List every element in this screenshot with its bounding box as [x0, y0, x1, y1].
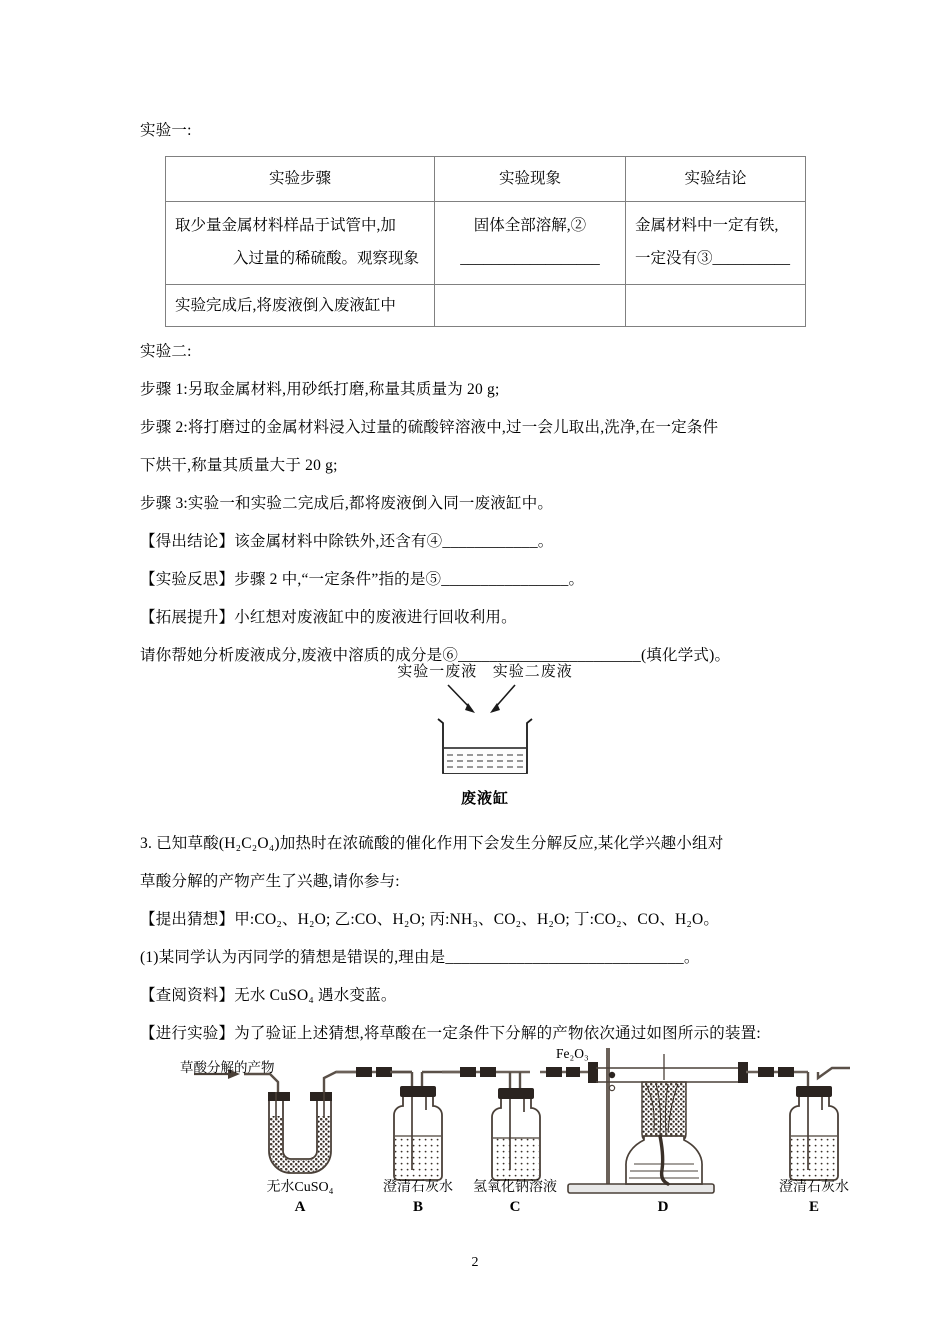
- section2-conclusion: [140, 523, 820, 561]
- page-number: 2: [471, 1255, 479, 1270]
- section2-step-2-line-1: 步骤 2:将打磨过的金属材料浸入过量的硫酸锌溶液中,过一会儿取出,洗净,在一定条件: [140, 419, 719, 436]
- step-1-line-1: 取少量金属材料样品于试管中,加: [175, 217, 396, 234]
- apparatus-inlet-label: 草酸分解的产物: [180, 1060, 275, 1075]
- section3-intro-line-2: 草酸分解的产物产生了兴趣,请你参与:: [140, 873, 400, 890]
- waste-beaker-captions: [355, 660, 615, 681]
- section1-heading: 实验一:: [140, 122, 192, 139]
- clamp: [460, 1067, 476, 1077]
- table-cell-step-2: [166, 285, 435, 327]
- conclusion-end: 。: [537, 533, 554, 550]
- device-a-label: 无水CuSO₄: [266, 1180, 334, 1195]
- apparatus-reagent-label: Fe₂O₃: [556, 1046, 589, 1061]
- section3-intro-text-1: 已知草酸(H₂C₂O₄)加热时在浓硫酸的催化作用下会发生分解反应,某化学兴趣小组对: [156, 835, 724, 852]
- device-e-bottle: [790, 1068, 850, 1180]
- section3-intro-line-1: [140, 825, 840, 863]
- stopper-a-left: [268, 1092, 290, 1101]
- step-2-text: 实验完成后,将废液倒入废液缸中: [175, 297, 396, 314]
- q1-text: 某同学认为丙同学的猜想是错误的,理由是: [158, 949, 446, 966]
- joint-left: [588, 1062, 598, 1083]
- section3-number: 3.: [140, 835, 153, 852]
- table-header-cell-step: 实验步骤: [166, 157, 435, 202]
- phenomenon-1-text: 固体全部溶解,②: [473, 217, 587, 234]
- hypothesis-item-4: 丁:CO₂、CO、H₂O。: [573, 911, 720, 928]
- hypothesis-item-1: 甲:CO₂、H₂O;: [234, 911, 331, 928]
- hypothesis-item-2: 乙:CO、H₂O;: [334, 911, 426, 928]
- reflection-end: 。: [568, 571, 585, 588]
- table-header-cell-conclusion: 实验结论: [626, 157, 806, 202]
- apparatus-figure: [160, 1048, 860, 1238]
- section2-heading: 实验二:: [140, 343, 192, 360]
- clamp: [480, 1067, 496, 1077]
- conclusion-1-prefix: 一定没有③: [635, 250, 713, 267]
- question-text: 请你帮她分析废液成分,废液中溶质的成分是⑥: [140, 647, 459, 664]
- device-a-utube: [244, 1072, 370, 1173]
- document-content: [140, 112, 820, 675]
- section2-step-3: 步骤 3:实验一和实验二完成后,都将废液倒入同一废液缸中。: [140, 495, 554, 512]
- conclusion-1-blank: __________: [712, 250, 791, 267]
- device-a-letter: A: [294, 1199, 306, 1215]
- question-blank: _______________________: [458, 647, 641, 664]
- clamp: [778, 1067, 794, 1077]
- hypothesis-item-3: 丙:NH₃、CO₂、H₂O;: [429, 911, 570, 928]
- reference-tag: 【查阅资料】: [140, 987, 235, 1004]
- section3-hypothesis: [140, 901, 840, 939]
- clamp: [376, 1067, 392, 1077]
- table-cell-conclusion-1: [626, 202, 806, 285]
- experiment-one-table: [165, 156, 806, 327]
- device-c-label: 氢氧化钠溶液: [473, 1180, 557, 1195]
- section2-step-2-line-2: 下烘干,称量其质量大于 20 g;: [140, 457, 338, 474]
- table-header-row: [166, 157, 806, 202]
- caption-exp2-waste: 实验二废液: [492, 664, 573, 680]
- table-cell-phenomenon-2: [435, 285, 626, 327]
- conclusion-text: 该金属材料中除铁外,还含有④: [234, 533, 443, 550]
- reference-text: 无水 CuSO₄ 遇水变蓝。: [234, 987, 397, 1004]
- table-cell-conclusion-2: [626, 285, 806, 327]
- stopper-b: [400, 1086, 436, 1097]
- question-end: (填化学式)。: [640, 647, 731, 664]
- cuso4-solid: [270, 1116, 330, 1172]
- device-b-label: 澄清石灰水: [383, 1180, 453, 1195]
- extension-tag: 【拓展提升】: [140, 609, 235, 626]
- step-1-line-2: 入过量的稀硫酸。观察现象: [232, 250, 419, 267]
- q1-label: (1): [140, 949, 159, 966]
- experiment-text: 为了验证上述猜想,将草酸在一定条件下分解的产物依次通过如图所示的装置:: [234, 1025, 761, 1042]
- waste-beaker-label: 废液缸: [460, 791, 509, 807]
- clamp: [356, 1067, 372, 1077]
- waste-beaker-figure: [355, 660, 615, 815]
- clamp-knob: [609, 1072, 615, 1078]
- beaker-liquid: [444, 748, 526, 773]
- extension-text: 小红想对废液缸中的废液进行回收利用。: [234, 609, 517, 626]
- device-c-bottle: [492, 1072, 540, 1180]
- clamp: [546, 1067, 562, 1077]
- hypothesis-tag: 【提出猜想】: [140, 911, 235, 928]
- device-e-letter: E: [808, 1199, 819, 1215]
- stopper-a-right: [310, 1092, 332, 1101]
- section3-reference: [140, 977, 840, 1015]
- naoh-solution: [493, 1138, 539, 1179]
- section3-block: [140, 825, 840, 1053]
- reflection-text: 步骤 2 中,“一定条件”指的是⑤: [234, 571, 442, 588]
- q1-blank: ______________________________: [445, 949, 684, 966]
- conclusion-1-line-1: 金属材料中一定有铁,: [635, 217, 779, 234]
- caption-exp1-waste: 实验一废液: [397, 664, 478, 680]
- q1-end: 。: [683, 949, 700, 966]
- connector-b-c: [442, 1067, 530, 1077]
- limewater-e: [791, 1136, 837, 1179]
- section2-extension: [140, 599, 820, 637]
- clamp-screw: [609, 1085, 614, 1090]
- table-cell-step-1: [166, 202, 435, 285]
- stand-base: [568, 1184, 714, 1193]
- clamp: [758, 1067, 774, 1077]
- experiment-tag: 【进行实验】: [140, 1025, 235, 1042]
- reaction-tube: [596, 1068, 740, 1082]
- connector-c-d: [540, 1062, 598, 1083]
- section2-reflection: [140, 561, 820, 599]
- reflection-tag: 【实验反思】: [140, 571, 235, 588]
- limewater-b: [395, 1136, 441, 1179]
- conclusion-blank: ____________: [442, 533, 538, 550]
- stopper-c: [498, 1088, 534, 1099]
- device-b-bottle: [390, 1072, 460, 1180]
- phenomenon-1-blank: __________________: [460, 250, 600, 267]
- clamp: [566, 1067, 580, 1077]
- device-c-letter: C: [509, 1199, 521, 1215]
- device-d-letter: D: [657, 1199, 669, 1215]
- reflection-blank: ________________: [441, 571, 569, 588]
- table-row: [166, 285, 806, 327]
- table-row: [166, 202, 806, 285]
- stopper-e: [796, 1086, 832, 1097]
- table-cell-phenomenon-1: [435, 202, 626, 285]
- alcohol-lamp: [626, 1136, 702, 1184]
- conclusion-tag: 【得出结论】: [140, 533, 235, 550]
- device-e-label: 澄清石灰水: [779, 1180, 849, 1195]
- table-header-cell-phenomenon: 实验现象: [435, 157, 626, 202]
- section3-question-1: [140, 939, 840, 977]
- connector-d-e: [746, 1067, 808, 1077]
- section2-step-1: 步骤 1:另取金属材料,用砂纸打磨,称量其质量为 20 g;: [140, 381, 500, 398]
- device-b-letter: B: [412, 1199, 423, 1215]
